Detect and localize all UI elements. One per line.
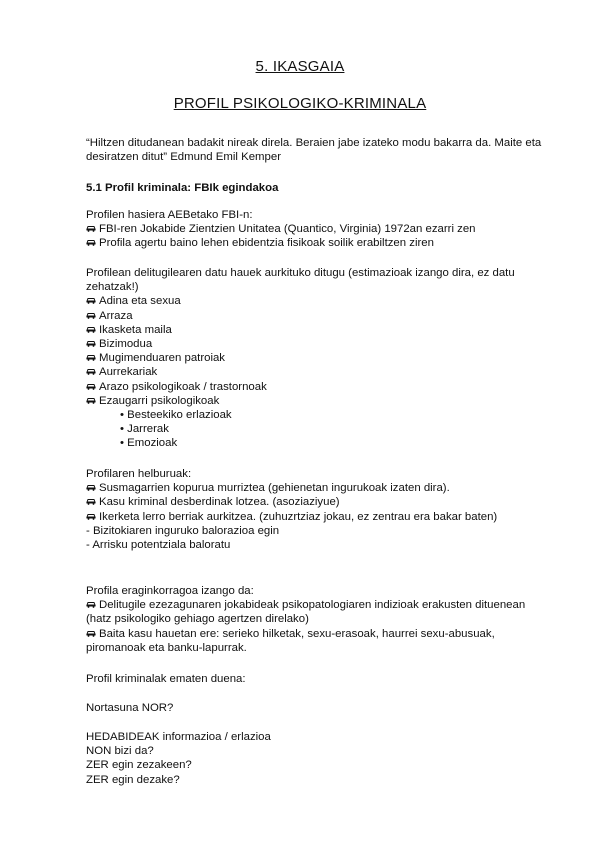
section-heading: 5.1 Profil kriminala: FBIk egindakoa <box>86 182 279 194</box>
list-item <box>86 222 560 236</box>
list-item <box>86 598 560 612</box>
data-item: Aurrekariak <box>99 366 158 379</box>
car-bullet-icon <box>86 512 96 520</box>
effective-intro: Profila eraginkorragoa izango da: <box>86 585 254 597</box>
data-block <box>86 266 560 451</box>
dash-item: - Arrisku potentziala baloratu <box>86 539 231 552</box>
car-bullet-icon <box>86 483 96 491</box>
list-item <box>86 394 560 408</box>
data-item: Arazo psikologikoak / trastornoak <box>99 380 267 393</box>
list-item <box>86 351 560 365</box>
car-bullet-icon <box>86 224 96 232</box>
goals-block <box>86 467 560 552</box>
goals-item: Susmagarrien kopurua murriztea (gehienetan ingurukoak izaten dira). <box>99 482 450 495</box>
closing-line-2: Nortasuna NOR? <box>86 702 174 714</box>
list-item <box>86 236 560 250</box>
closing-line-1: Profil kriminalak ematen duena: <box>86 673 246 685</box>
page-title: 5. IKASGAIA <box>255 58 345 75</box>
list-item <box>86 365 560 379</box>
car-bullet-icon <box>86 339 96 347</box>
data-item: Mugimenduaren patroiak <box>99 352 226 365</box>
sub-item: • Emozioak <box>120 437 178 450</box>
goals-item: Kasu kriminal desberdinak lotzea. (asoziaziyue) <box>99 496 340 509</box>
effective-item-1-cont: (hatz psikologiko gehiago agertzen direlako) <box>86 613 309 626</box>
car-bullet-icon <box>86 311 96 319</box>
goals-item: Ikerketa lerro berriak aurkitzea. (zuhuzrtziaz jokau, ez zentrau era bakar baten) <box>99 510 498 523</box>
car-bullet-icon <box>86 325 96 333</box>
data-item: Arraza <box>99 309 133 322</box>
list-item <box>86 495 560 509</box>
list-item <box>86 294 560 308</box>
sub-item: • Jarrerak <box>120 423 169 436</box>
origins-item-1: FBI-ren Jokabide Zientzien Unitatea (Quantico, Virginia) 1972an ezarri zen <box>99 223 476 236</box>
car-bullet-icon <box>86 353 96 361</box>
car-bullet-icon <box>86 396 96 404</box>
car-bullet-icon <box>86 382 96 390</box>
data-item: Ikasketa maila <box>99 323 172 336</box>
data-item: Bizimodua <box>99 338 153 351</box>
car-bullet-icon <box>86 600 96 608</box>
effective-item-2-cont: piromanoak eta banku-lapurrak. <box>86 641 247 654</box>
closing-line-3: HEDABIDEAK informazioa / erlazioa <box>86 731 271 743</box>
closing-block <box>86 730 560 787</box>
car-bullet-icon <box>86 367 96 375</box>
car-bullet-icon <box>86 238 96 246</box>
effective-item-2: Baita kasu hauetan ere: serieko hilketak, sexu-erasoak, haurrei sexu-abusuak, <box>99 627 495 640</box>
list-item <box>86 510 560 524</box>
data-item: Adina eta sexua <box>99 295 181 308</box>
effective-block <box>86 584 560 655</box>
goals-intro: Profilaren helburuak: <box>86 468 192 480</box>
car-bullet-icon <box>86 497 96 505</box>
closing-line-6: ZER egin dezake? <box>86 773 180 786</box>
origins-block <box>86 208 560 251</box>
data-item: Ezaugarri psikologikoak <box>99 394 220 407</box>
list-item <box>86 481 560 495</box>
data-intro: Profilean delitugilearen datu hauek aurkituko ditugu (estimazioak izango dira, ez datu zehatzak!) <box>86 267 515 294</box>
dash-item: - Bizitokiaren inguruko balorazioa egin <box>86 524 280 537</box>
closing-line-4: NON bizi da? <box>86 745 154 758</box>
origins-item-2: Profila agertu baino lehen ebidentzia fisikoak soilik erabiltzen ziren <box>99 237 434 250</box>
quote: “Hiltzen ditudanean badakit nireak direla. Beraien jabe izateko modu bakarra da. Maite eta desiratzen ditut” Edmund Emil Kemper <box>86 137 542 164</box>
list-item <box>86 323 560 337</box>
sub-item: • Besteekiko erlazioak <box>120 409 232 422</box>
closing-line-5: ZER egin zezakeen? <box>86 759 192 772</box>
origins-intro: Profilen hasiera AEBetako FBI-n: <box>86 209 253 221</box>
car-bullet-icon <box>86 296 96 304</box>
page-subtitle: PROFIL PSIKOLOGIKO-KRIMINALA <box>173 95 427 112</box>
list-item <box>86 380 560 394</box>
list-item <box>86 627 560 641</box>
list-item <box>86 337 560 351</box>
car-bullet-icon <box>86 629 96 637</box>
list-item <box>86 309 560 323</box>
effective-item-1: Delitugile ezezagunaren jokabideak psikopatologiaren indizioak erakusten dituenean <box>99 599 526 612</box>
